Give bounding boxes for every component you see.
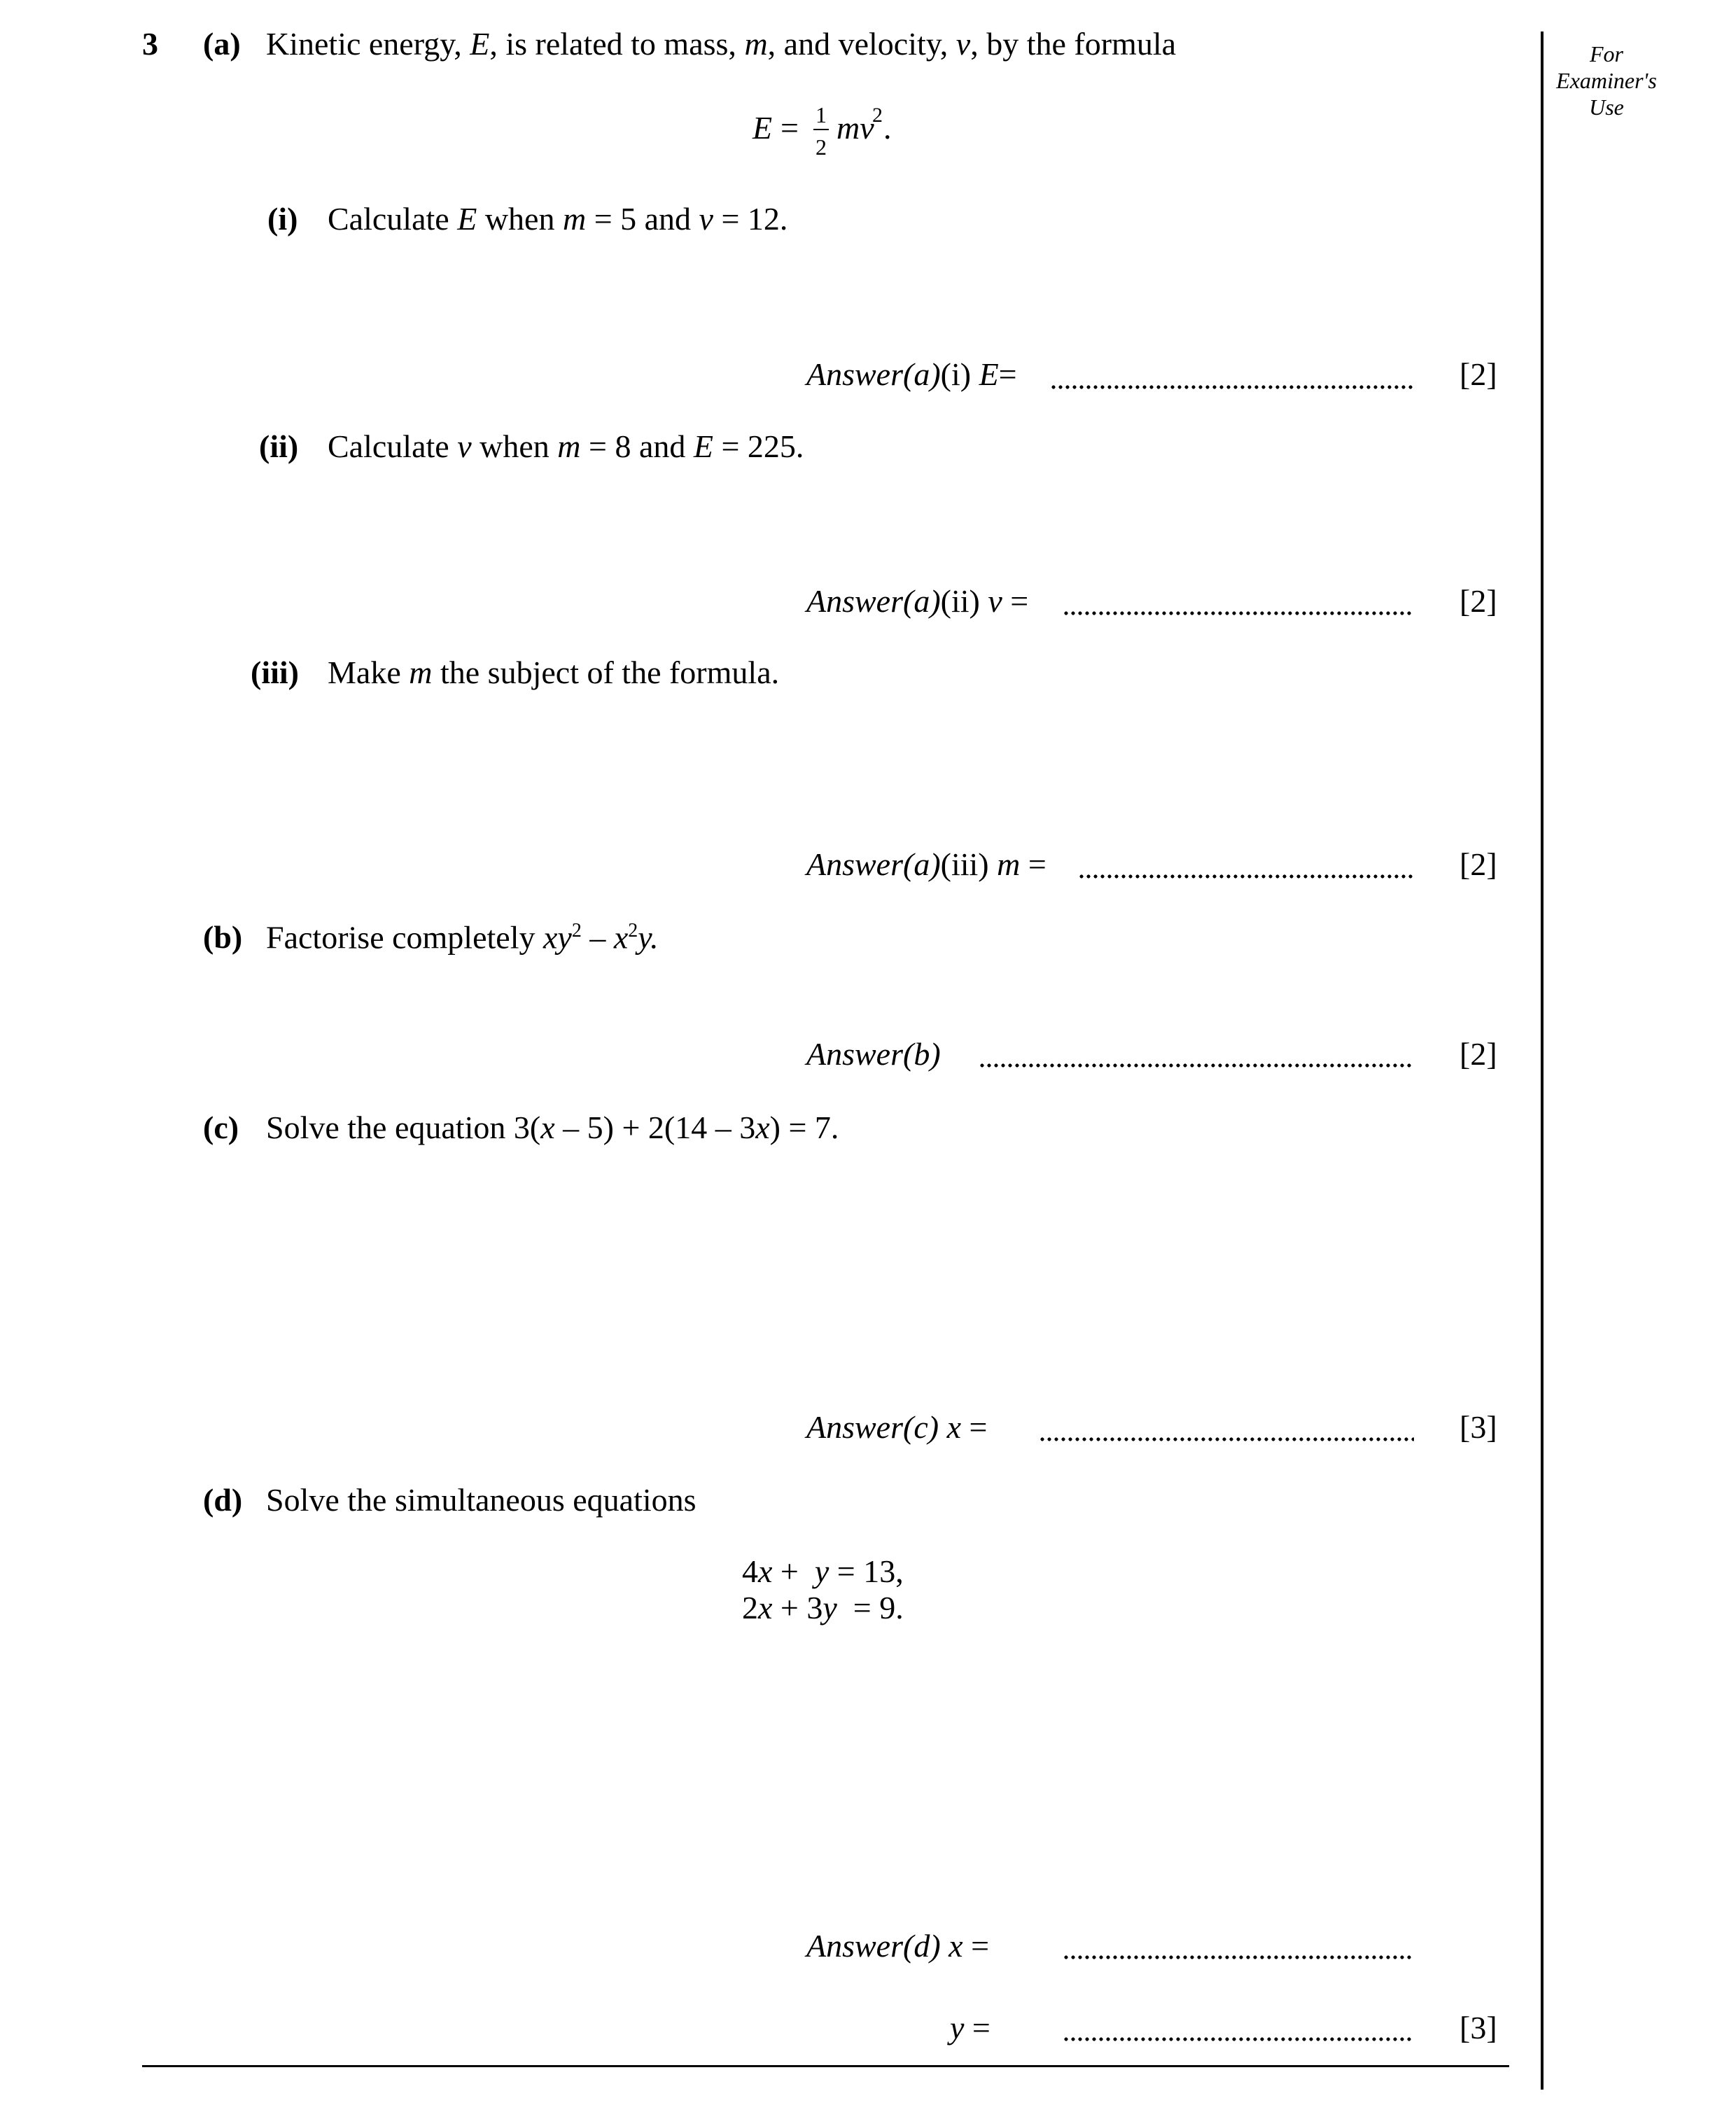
formula-mv: mv xyxy=(836,110,874,146)
answer-a-ii-line[interactable] xyxy=(1063,611,1414,615)
marks-a-ii: [2] xyxy=(1460,583,1497,619)
text-seg: = xyxy=(962,1928,990,1964)
text-seg: , by the formula xyxy=(970,26,1177,62)
marks-a-iii: [2] xyxy=(1460,846,1497,882)
exponent: 2 xyxy=(628,920,638,942)
marks-a-i: [2] xyxy=(1460,356,1497,392)
part-a-i-label: (i) xyxy=(267,201,298,237)
expr-seg: y. xyxy=(638,919,659,956)
part-b-text xyxy=(266,919,659,956)
text-seg: (iii) xyxy=(940,846,997,882)
var-m: m xyxy=(744,26,768,62)
marks-c: [3] xyxy=(1460,1409,1497,1445)
examiner-line-1: For xyxy=(1590,41,1623,67)
answer-c-line[interactable] xyxy=(1039,1437,1414,1441)
var-m: m xyxy=(562,201,587,237)
text-seg: = xyxy=(960,1409,988,1445)
text-seg: Answer(c) xyxy=(806,1409,947,1445)
text-seg: Make xyxy=(328,655,410,690)
answer-c-label xyxy=(806,1411,987,1443)
formula-period: . xyxy=(883,110,892,146)
part-c-text xyxy=(266,1112,839,1144)
text-seg: = xyxy=(1020,846,1046,882)
text-seg: = 5 and xyxy=(586,201,699,237)
fraction-bar xyxy=(813,129,829,130)
marks-b: [2] xyxy=(1460,1036,1497,1072)
answer-d-y-label xyxy=(950,2012,990,2044)
part-a-iii-text xyxy=(328,657,779,689)
answer-b-line[interactable] xyxy=(979,1063,1414,1068)
text-seg: Answer(a) xyxy=(806,583,941,619)
text-seg: Solve the equation 3( xyxy=(266,1110,541,1145)
text-seg: , is related to mass, xyxy=(489,26,745,62)
text-seg: Answer(d) xyxy=(806,1928,949,1964)
rhs: = 9. xyxy=(836,1590,904,1625)
var-m: m xyxy=(557,428,581,464)
text-seg: = 225. xyxy=(713,428,804,464)
answer-a-iii-label xyxy=(806,848,1046,881)
part-b-label: (b) xyxy=(203,919,243,955)
coef: 4 xyxy=(742,1553,758,1589)
examiner-margin-line xyxy=(1541,32,1544,2090)
text-seg: Factorise completely xyxy=(266,919,543,956)
text-seg: Calculate xyxy=(328,428,458,464)
formula-numerator: 1 xyxy=(816,102,827,127)
text-seg: (ii) xyxy=(940,583,988,619)
var-y: y xyxy=(950,2010,965,2045)
formula-denominator: 2 xyxy=(816,134,827,160)
var-v: v xyxy=(699,201,713,237)
part-d-text: Solve the simultaneous equations xyxy=(266,1482,696,1518)
formula-equals: = xyxy=(780,110,799,146)
text-seg: Answer(a) xyxy=(806,846,941,882)
simultaneous-eq-2 xyxy=(742,1592,904,1624)
plus: + 3 xyxy=(772,1590,823,1625)
var-E: E xyxy=(470,26,490,62)
formula-lhs: E xyxy=(752,110,773,146)
var-v: v xyxy=(457,428,472,464)
answer-b-label: Answer(b) xyxy=(806,1036,941,1072)
text-seg: Kinetic energy, xyxy=(266,26,470,62)
var-x: x xyxy=(755,1110,770,1145)
text-seg: (i) xyxy=(940,356,979,392)
text-seg: when xyxy=(477,201,563,237)
text-seg: the subject of the formula. xyxy=(432,655,780,690)
var-v: v xyxy=(988,583,1002,619)
text-seg: = 8 and xyxy=(580,428,694,464)
coef: 2 xyxy=(742,1590,758,1625)
text-seg: , and velocity, xyxy=(767,26,956,62)
part-a-text xyxy=(266,28,1176,60)
answer-d-x-line[interactable] xyxy=(1063,1955,1414,1959)
part-c-label: (c) xyxy=(203,1110,239,1145)
answer-a-i-label xyxy=(806,358,1017,391)
exponent: 2 xyxy=(571,920,582,942)
formula-exponent: 2 xyxy=(872,104,883,127)
var-y: y xyxy=(822,1590,837,1625)
text-seg: = xyxy=(998,356,1017,392)
expr-seg: xy xyxy=(543,919,572,956)
var-x: x xyxy=(540,1110,555,1145)
answer-d-y-line[interactable] xyxy=(1063,2037,1414,2041)
examiner-line-2: Examiner's xyxy=(1556,68,1657,93)
marks-d: [3] xyxy=(1460,2010,1497,2045)
text-seg: = xyxy=(1002,583,1029,619)
expr-seg: – x xyxy=(581,919,629,956)
answer-d-x-label xyxy=(806,1930,989,1962)
examiner-use-label xyxy=(1547,41,1666,120)
simultaneous-eq-1 xyxy=(742,1555,904,1588)
var-x: x xyxy=(758,1553,773,1589)
part-a-ii-label: (ii) xyxy=(259,428,299,464)
text-seg: Calculate xyxy=(328,201,458,237)
var-m: m xyxy=(409,655,433,690)
part-a-iii-label: (iii) xyxy=(251,655,299,690)
var-E: E xyxy=(979,356,999,392)
answer-a-iii-line[interactable] xyxy=(1078,874,1414,879)
var-x: x xyxy=(758,1590,773,1625)
rhs: = 13, xyxy=(829,1553,904,1589)
var-E: E xyxy=(457,201,477,237)
question-number: 3 xyxy=(142,26,158,62)
text-seg: when xyxy=(471,428,558,464)
part-d-label: (d) xyxy=(203,1482,243,1518)
text-seg: = xyxy=(964,2010,990,2045)
plus: + xyxy=(772,1553,815,1589)
part-a-ii-text xyxy=(328,428,804,464)
text-seg: Answer(a) xyxy=(806,356,941,392)
part-a-label: (a) xyxy=(203,26,241,62)
text-seg: – 5) + 2(14 – 3 xyxy=(554,1110,756,1145)
page-bottom-rule xyxy=(142,2065,1509,2067)
answer-a-i-line[interactable] xyxy=(1050,385,1414,389)
var-v: v xyxy=(955,26,971,62)
text-seg: = 12. xyxy=(713,201,788,237)
text-seg: ) = 7. xyxy=(769,1110,839,1145)
var-E: E xyxy=(693,428,713,464)
examiner-line-3: Use xyxy=(1589,95,1624,120)
answer-a-ii-label xyxy=(806,585,1028,617)
var-m: m xyxy=(997,846,1021,882)
part-a-i-text xyxy=(328,203,788,235)
var-x: x xyxy=(948,1928,963,1964)
var-x: x xyxy=(946,1409,961,1445)
var-y: y xyxy=(814,1553,830,1589)
